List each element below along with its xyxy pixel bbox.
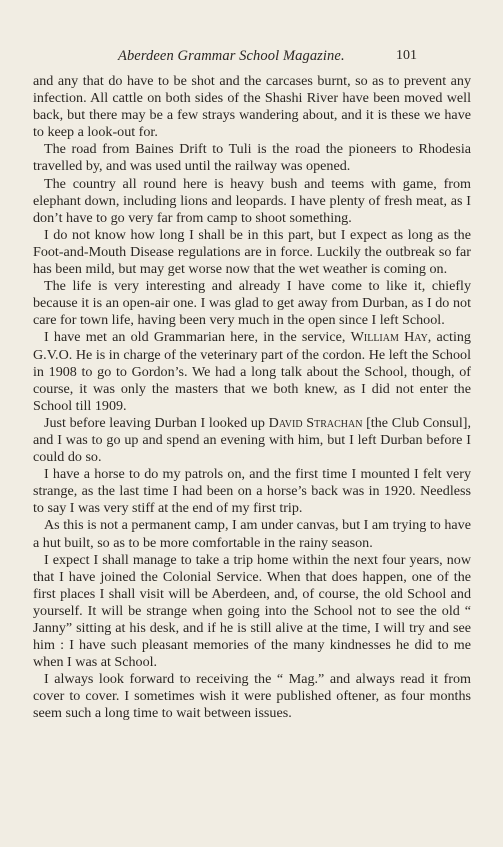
paragraph-7-lead: Just before leaving Durban I looked up	[44, 414, 269, 431]
person-name-william-hay: William Hay	[350, 329, 428, 346]
paragraph-1: and any that do have to be shot and the carcases burnt, so as to prevent any infection. All cattle on both sides of the Shashi River have been moved well back, but there may be a few strays wandering about, and it is these we have to keep a look-out for.	[33, 73, 471, 141]
person-name-david-strachan: David Strachan	[268, 414, 363, 431]
running-head	[0, 48, 503, 68]
paragraph-8: I have a horse to do my patrols on, and the first time I mounted I felt very strange, as the last time I had been on a horse’s back was in 1920. Needless to say I was very stiff at the end of my first trip.	[33, 466, 471, 517]
paragraph-2: The road from Baines Drift to Tuli is the road the pioneers to Rhodesia travelled by, and was used until the railway was opened.	[33, 141, 471, 175]
paragraph-7-rest: [the Club Consul], and I was to go up and spend an evening with him, but I left Durban before I could do so.	[33, 414, 471, 466]
paragraph-6-lead: I have met an old Grammarian here, in the service,	[44, 329, 351, 346]
paragraph-7	[33, 415, 471, 466]
paragraph-6-rest: , acting G.V.O. He is in charge of the veterinary part of the cordon. He left the School in 1908 to go to Gordon’s. We had a long talk about the School, though, of course, it was only the masters that we both knew, as I did not enter the School till 1909.	[33, 329, 471, 414]
paragraph-5: The life is very interesting and already I have come to like it, chiefly because it is an open-air one. I was glad to get away from Durban, as I do not care for town life, having been very much in the open since I left School.	[33, 278, 471, 329]
paragraph-9: As this is not a permanent camp, I am under canvas, but I am trying to have a hut built, so as to be more comfortable in the rainy season.	[33, 517, 471, 551]
journal-title: Aberdeen Grammar School Magazine.	[118, 48, 345, 64]
paragraph-3: The country all round here is heavy bush and teems with game, from elephant down, including lions and leopards. I have plenty of fresh meat, as I don’t have to go very far from camp to shoot something.	[33, 175, 471, 226]
paragraph-4: I do not know how long I shall be in this part, but I expect as long as the Foot-and-Mouth Disease regulations are in force. Luckily the outbreak so far has been mild, but may get worse now that the wet weather is coming on.	[33, 226, 471, 278]
paragraph-6	[33, 329, 471, 414]
paragraph-11: I always look forward to receiving the “ Mag.” and always read it from cover to cover. I sometimes wish it were published oftener, as four months seem such a long time to wait between issues.	[33, 671, 471, 722]
page-number: 101	[396, 48, 417, 63]
paragraph-10: I expect I shall manage to take a trip home within the next four years, now that I have joined the Colonial Service. When that does happen, one of the first places I shall visit will be Aberdeen, and, of course, the old School and yourself. It will be strange when going into the School not to see the old “ Janny” sitting at his desk, and if he is still alive at the time, I will try and see him : I have such pleasant memories of the many kindnesses he did to me when I was at School.	[33, 551, 471, 671]
letter-body	[33, 73, 471, 723]
